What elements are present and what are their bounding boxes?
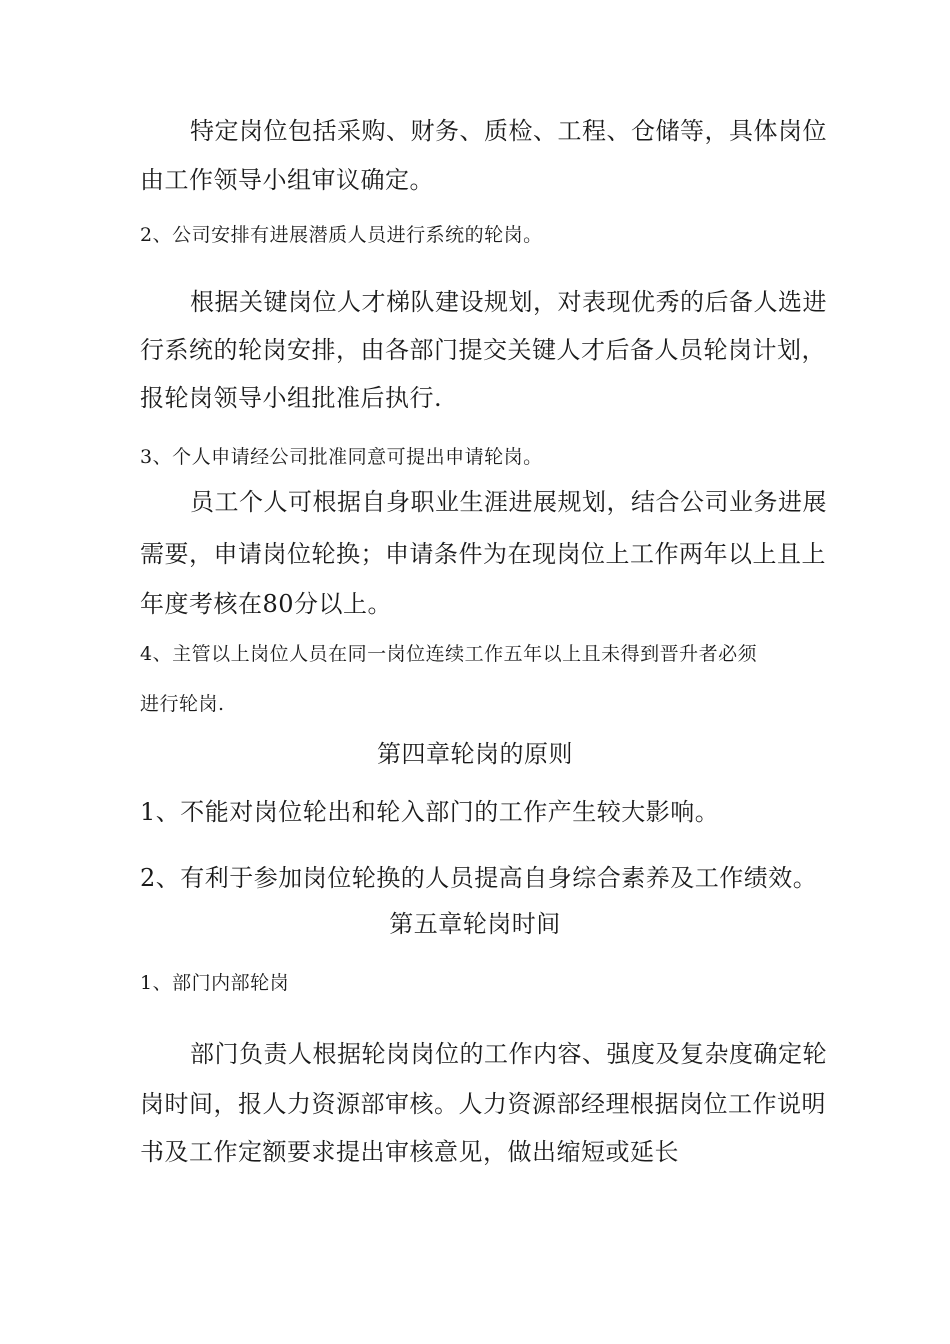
principle-item-2: 2、有利于参加岗位轮换的人员提高自身综合素养及工作绩效。 <box>140 864 818 892</box>
paragraph-line: 报轮岗领导小组批准后执行. <box>140 384 443 412</box>
rotation-time-item-1: 1、部门内部轮岗 <box>140 972 290 994</box>
paragraph-line: 行系统的轮岗安排，由各部门提交关键人才后备人员轮岗计划， <box>140 336 826 364</box>
paragraph-line: 书及工作定额要求提出审核意见，做出缩短或延长 <box>140 1138 679 1166</box>
paragraph-line: 岗时间，报人力资源部审核。人力资源部经理根据岗位工作说明 <box>140 1090 826 1118</box>
paragraph-line: 由工作领导小组审议确定。 <box>140 166 434 194</box>
list-item-4: 4、主管以上岗位人员在同一岗位连续工作五年以上且未得到晋升者必须 <box>140 643 758 665</box>
paragraph-line: 年度考核在80分以上。 <box>140 590 393 618</box>
list-item-3: 3、个人申请经公司批准同意可提出申请轮岗。 <box>140 446 543 468</box>
chapter-4-heading: 第四章轮岗的原则 <box>377 740 573 768</box>
chapter-5-heading: 第五章轮岗时间 <box>389 910 561 938</box>
paragraph-line: 员工个人可根据自身职业生涯进展规划，结合公司业务进展 <box>190 488 827 516</box>
paragraph-line: 需要，申请岗位轮换；申请条件为在现岗位上工作两年以上且上 <box>140 540 826 568</box>
principle-item-1: 1、不能对岗位轮出和轮入部门的工作产生较大影响。 <box>140 798 720 826</box>
paragraph-line: 部门负责人根据轮岗岗位的工作内容、强度及复杂度确定轮 <box>190 1040 827 1068</box>
paragraph-line: 特定岗位包括采购、财务、质检、工程、仓储等，具体岗位 <box>190 117 827 145</box>
list-item-2: 2、公司安排有进展潜质人员进行系统的轮岗。 <box>140 224 543 246</box>
paragraph-line: 根据关键岗位人才梯队建设规划，对表现优秀的后备人选进 <box>190 288 827 316</box>
list-item-4-continued: 进行轮岗. <box>140 693 225 715</box>
